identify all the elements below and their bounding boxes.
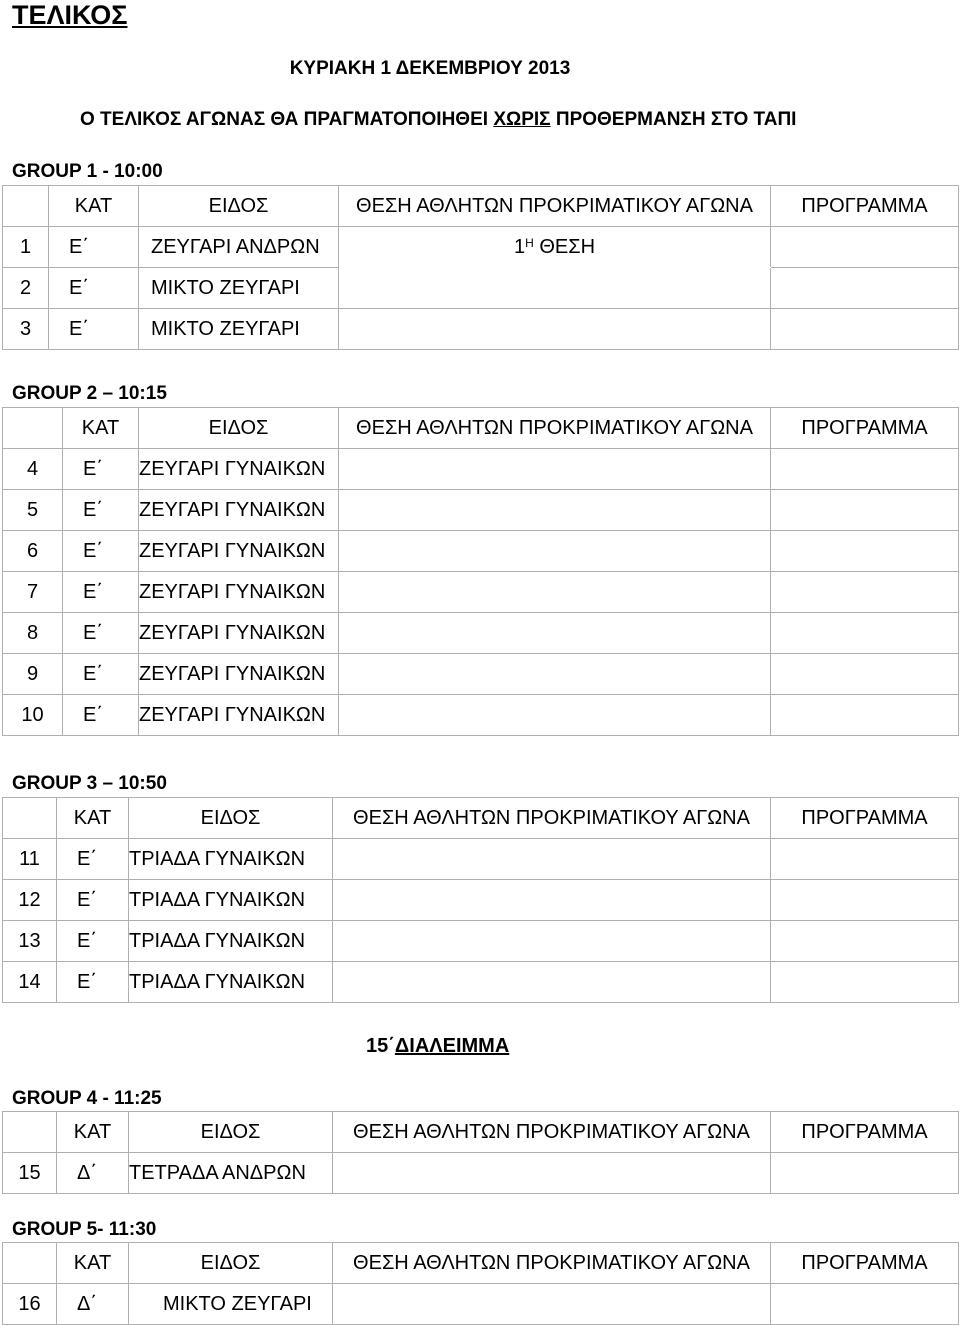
header-thesi: ΘΕΣΗ ΑΘΛΗΤΩΝ ΠΡΟΚΡΙΜΑΤΙΚΟΥ ΑΓΩΝΑ <box>333 1112 771 1153</box>
header-kat: ΚΑΤ <box>57 1243 129 1284</box>
row-thesi <box>339 531 771 572</box>
row-eidos: ΖΕΥΓΑΡΙ ΓΥΝΑΙΚΩΝ <box>139 572 339 613</box>
row-programma <box>771 921 959 962</box>
group-4-table <box>2 1111 959 1194</box>
table-header-row <box>3 798 959 839</box>
row-thesi <box>333 1284 771 1325</box>
header-eidos: ΕΙΔΟΣ <box>129 1243 333 1284</box>
row-programma <box>771 572 959 613</box>
table-row <box>3 572 959 613</box>
row-programma <box>771 654 959 695</box>
table-row <box>3 695 959 736</box>
header-programma: ΠΡΟΓΡΑΜΜΑ <box>771 798 959 839</box>
header-num <box>3 408 63 449</box>
table-row <box>3 531 959 572</box>
header-eidos: ΕΙΔΟΣ <box>139 186 339 227</box>
group-3-title: GROUP 3 – 10:50 <box>12 773 167 794</box>
row-programma <box>771 531 959 572</box>
row-thesi <box>333 962 771 1003</box>
group-2-table <box>2 407 959 736</box>
header-eidos: ΕΙΔΟΣ <box>129 798 333 839</box>
row-kat: Ε΄ <box>57 962 129 1003</box>
row-eidos: ΖΕΥΓΑΡΙ ΓΥΝΑΙΚΩΝ <box>139 449 339 490</box>
row-eidos: ΤΡΙΑΔΑ ΓΥΝΑΙΚΩΝ <box>129 962 333 1003</box>
row-num: 8 <box>3 613 63 654</box>
table-header-row <box>3 408 959 449</box>
row-kat: Ε΄ <box>57 839 129 880</box>
row-num: 13 <box>3 921 57 962</box>
page-title: ΤΕΛΙΚΟΣ <box>12 0 128 30</box>
event-date: ΚΥΡΙΑΚΗ 1 ΔΕΚΕΜΒΡΙΟΥ 2013 <box>289 58 571 79</box>
header-kat: ΚΑΤ <box>57 798 129 839</box>
group-3-table <box>2 797 959 1003</box>
table-row <box>3 962 959 1003</box>
row-kat: Ε΄ <box>63 449 139 490</box>
row-programma <box>771 880 959 921</box>
row-num: 16 <box>3 1284 57 1325</box>
notice-before: Ο ΤΕΛΙΚΟΣ ΑΓΩΝΑΣ ΘΑ ΠΡΑΓΜΑΤΟΠΟΙΗΘΕΙ <box>80 109 494 130</box>
row-kat: Ε΄ <box>49 309 139 350</box>
row-programma <box>771 449 959 490</box>
table-row <box>3 613 959 654</box>
table-row <box>3 880 959 921</box>
row-num: 5 <box>3 490 63 531</box>
row-kat: Ε΄ <box>57 921 129 962</box>
row-thesi <box>339 227 771 268</box>
row-programma <box>771 1284 959 1325</box>
group-1-title: GROUP 1 - 10:00 <box>12 161 163 182</box>
header-num <box>3 798 57 839</box>
row-kat: Ε΄ <box>49 268 139 309</box>
table-row <box>3 449 959 490</box>
row-programma <box>771 695 959 736</box>
row-programma <box>771 839 959 880</box>
row-eidos: ΖΕΥΓΑΡΙ ΓΥΝΑΙΚΩΝ <box>139 695 339 736</box>
notice-underlined: ΧΩΡΙΣ <box>493 109 551 130</box>
break-label <box>366 1035 509 1058</box>
row-thesi <box>333 921 771 962</box>
row-kat: Ε΄ <box>63 531 139 572</box>
row-kat: Ε΄ <box>63 654 139 695</box>
row-num: 15 <box>3 1153 57 1194</box>
header-kat: ΚΑΤ <box>63 408 139 449</box>
row-thesi <box>333 839 771 880</box>
row-num: 2 <box>3 268 49 309</box>
row-num: 11 <box>3 839 57 880</box>
row-kat: Ε΄ <box>63 572 139 613</box>
row-programma <box>771 1153 959 1194</box>
header-programma: ΠΡΟΓΡΑΜΜΑ <box>771 408 959 449</box>
group-2-title: GROUP 2 – 10:15 <box>12 383 167 404</box>
table-row <box>3 309 959 350</box>
table-row <box>3 921 959 962</box>
header-programma: ΠΡΟΓΡΑΜΜΑ <box>771 1112 959 1153</box>
header-kat: ΚΑΤ <box>57 1112 129 1153</box>
thesi-text: ΘΕΣΗ <box>533 235 596 258</box>
group-1-table <box>2 185 959 350</box>
row-num: 14 <box>3 962 57 1003</box>
group-4-title: GROUP 4 - 11:25 <box>12 1088 162 1109</box>
row-programma <box>771 490 959 531</box>
row-kat: Δ΄ <box>57 1284 129 1325</box>
row-programma <box>771 613 959 654</box>
table-header-row <box>3 1112 959 1153</box>
row-num: 10 <box>3 695 63 736</box>
row-thesi <box>339 613 771 654</box>
row-thesi <box>339 268 771 309</box>
row-programma <box>771 309 959 350</box>
row-eidos: ΤΡΙΑΔΑ ΓΥΝΑΙΚΩΝ <box>129 880 333 921</box>
table-row <box>3 268 959 309</box>
header-thesi: ΘΕΣΗ ΑΘΛΗΤΩΝ ΠΡΟΚΡΙΜΑΤΙΚΟΥ ΑΓΩΝΑ <box>333 1243 771 1284</box>
row-eidos: ΜΙΚΤΟ ΖΕΥΓΑΡΙ <box>139 268 339 309</box>
row-thesi <box>339 572 771 613</box>
header-eidos: ΕΙΔΟΣ <box>139 408 339 449</box>
row-eidos: ΜΙΚΤΟ ΖΕΥΓΑΡΙ <box>139 309 339 350</box>
header-kat: ΚΑΤ <box>49 186 139 227</box>
row-eidos: ΖΕΥΓΑΡΙ ΓΥΝΑΙΚΩΝ <box>139 613 339 654</box>
row-eidos: ΖΕΥΓΑΡΙ ΓΥΝΑΙΚΩΝ <box>139 531 339 572</box>
group-5-table <box>2 1242 959 1325</box>
row-eidos: ΤΡΙΑΔΑ ΓΥΝΑΙΚΩΝ <box>129 839 333 880</box>
header-programma: ΠΡΟΓΡΑΜΜΑ <box>771 186 959 227</box>
row-num: 4 <box>3 449 63 490</box>
table-header-row <box>3 186 959 227</box>
header-num <box>3 1112 57 1153</box>
header-thesi: ΘΕΣΗ ΑΘΛΗΤΩΝ ΠΡΟΚΡΙΜΑΤΙΚΟΥ ΑΓΩΝΑ <box>339 408 771 449</box>
header-eidos: ΕΙΔΟΣ <box>129 1112 333 1153</box>
row-kat: Ε΄ <box>63 695 139 736</box>
break-prefix: 15΄ <box>366 1035 395 1057</box>
header-programma: ΠΡΟΓΡΑΜΜΑ <box>771 1243 959 1284</box>
notice-after: ΠΡΟΘΕΡΜΑΝΣΗ ΣΤΟ ΤΑΠΙ <box>550 109 797 130</box>
table-header-row <box>3 1243 959 1284</box>
header-thesi: ΘΕΣΗ ΑΘΛΗΤΩΝ ΠΡΟΚΡΙΜΑΤΙΚΟΥ ΑΓΩΝΑ <box>339 186 771 227</box>
row-thesi <box>339 309 771 350</box>
row-eidos: ΖΕΥΓΑΡΙ ΑΝΔΡΩΝ <box>139 227 339 268</box>
row-thesi <box>339 449 771 490</box>
thesi-num: 1 <box>513 235 526 258</box>
row-thesi <box>339 695 771 736</box>
table-row <box>3 490 959 531</box>
table-row <box>3 227 959 268</box>
row-kat: Δ΄ <box>57 1153 129 1194</box>
row-num: 1 <box>3 227 49 268</box>
row-programma <box>771 268 959 309</box>
group-5-title: GROUP 5- 11:30 <box>12 1219 157 1240</box>
header-num <box>3 186 49 227</box>
notice-line <box>80 108 796 132</box>
header-thesi: ΘΕΣΗ ΑΘΛΗΤΩΝ ΠΡΟΚΡΙΜΑΤΙΚΟΥ ΑΓΩΝΑ <box>333 798 771 839</box>
row-programma <box>771 227 959 268</box>
row-eidos: ΤΡΙΑΔΑ ΓΥΝΑΙΚΩΝ <box>129 921 333 962</box>
row-thesi <box>333 880 771 921</box>
row-kat: Ε΄ <box>49 227 139 268</box>
table-row <box>3 839 959 880</box>
table-row <box>3 1284 959 1325</box>
row-eidos: ΖΕΥΓΑΡΙ ΓΥΝΑΙΚΩΝ <box>139 490 339 531</box>
row-kat: Ε΄ <box>63 613 139 654</box>
thesi-sup: Η <box>525 235 534 250</box>
break-underlined: ΔΙΑΛΕΙΜΜΑ <box>394 1035 510 1057</box>
row-kat: Ε΄ <box>57 880 129 921</box>
table-row <box>3 1153 959 1194</box>
row-num: 6 <box>3 531 63 572</box>
row-kat: Ε΄ <box>63 490 139 531</box>
row-thesi <box>339 654 771 695</box>
row-num: 12 <box>3 880 57 921</box>
row-thesi <box>333 1153 771 1194</box>
header-num <box>3 1243 57 1284</box>
row-eidos: ΤΕΤΡΑΔΑ ΑΝΔΡΩΝ <box>129 1153 333 1194</box>
row-num: 9 <box>3 654 63 695</box>
row-eidos: ΜΙΚΤΟ ΖΕΥΓΑΡΙ <box>129 1284 333 1325</box>
table-row <box>3 654 959 695</box>
row-thesi <box>339 490 771 531</box>
row-num: 7 <box>3 572 63 613</box>
row-programma <box>771 962 959 1003</box>
row-num: 3 <box>3 309 49 350</box>
row-eidos: ΖΕΥΓΑΡΙ ΓΥΝΑΙΚΩΝ <box>139 654 339 695</box>
